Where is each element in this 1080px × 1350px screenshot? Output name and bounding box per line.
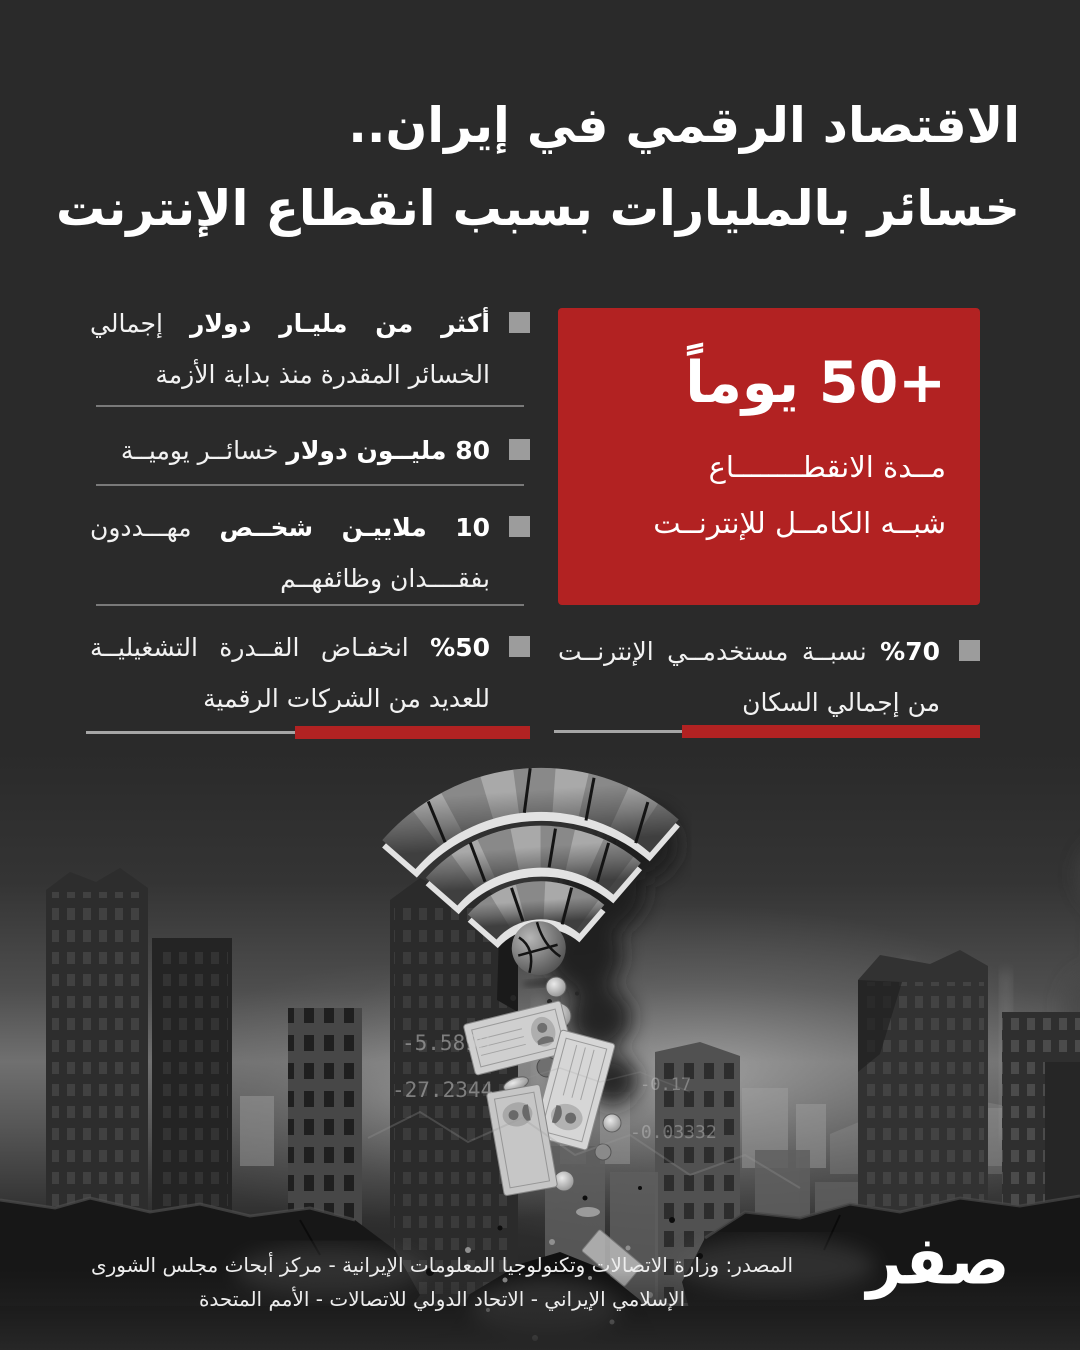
stat-capacity-drop	[90, 622, 530, 724]
source-line-2: الإسلامي الإيراني - الاتحاد الدولي للاتصالات - الأمم المتحدة	[198, 1287, 686, 1311]
highlight-box	[558, 308, 980, 605]
stat-bold: %70	[880, 637, 940, 666]
stat-rest: نسبــة مستخدمــي الإنترنــت من إجمالي السكان	[558, 637, 940, 717]
svg-text:-5.5898: -5.5898	[402, 1031, 491, 1055]
bullet-square-icon	[509, 516, 530, 537]
outage-label-line-1: مــدة الانقطــــــــاع	[708, 449, 946, 484]
stat-total-losses	[90, 298, 530, 400]
stat-rest: انخفـاض القــدرة التشغيليــة للعديد من الشركات الرقمية	[90, 633, 490, 713]
coin-icon	[603, 1114, 621, 1132]
stat-internet-users	[558, 626, 980, 728]
stat-daily-losses	[90, 425, 530, 476]
coin-icon	[576, 1207, 600, 1217]
page-title	[56, 84, 1020, 251]
outage-label-line-2: شبــه الكامــل للإنترنــت	[653, 505, 946, 540]
progress-track-line	[554, 730, 682, 733]
divider	[96, 484, 524, 486]
stat-bold: 80 مليــون دولار	[286, 436, 490, 465]
svg-text:-0.03332: -0.03332	[630, 1122, 717, 1143]
progress-fill-red	[682, 725, 980, 738]
stat-rest: إجمالي الخسائر المقدرة منذ بداية الأزمة	[90, 309, 490, 389]
stat-bold: أكثر من مليـار دولار	[190, 309, 490, 338]
progress-fill-red	[295, 726, 530, 739]
coin-icon	[546, 977, 566, 997]
bullet-square-icon	[509, 439, 530, 460]
stat-jobs-threatened	[90, 502, 530, 604]
divider	[96, 604, 524, 606]
source-text	[46, 1248, 838, 1316]
svg-text:-0.17: -0.17	[640, 1075, 692, 1095]
bullet-square-icon	[509, 636, 530, 657]
brand-logo: صفر	[866, 1221, 1010, 1300]
stat-rest: مهـــددون بفقــــدان وظائفهــم	[90, 513, 490, 593]
outage-label	[578, 440, 946, 551]
stat-bold: 10 ملاييـن شخــص	[219, 513, 490, 542]
bullet-square-icon	[509, 312, 530, 333]
divider	[96, 405, 524, 407]
progress-track-line	[86, 731, 295, 734]
progress-bar-right	[554, 725, 980, 738]
stats-column-right	[558, 308, 980, 758]
source-line-1: المصدر: وزارة الاتصالات وتكنولوجيا المعلومات الإيرانية - مركز أبحاث مجلس الشورى	[90, 1253, 794, 1277]
outage-days-value: +50 يوماً	[685, 350, 946, 416]
progress-bar-left	[86, 726, 530, 739]
title-line-1: الاقتصاد الرقمي في إيران..	[348, 97, 1020, 154]
title-line-2: خسائر بالمليارات بسبب انقطاع الإنترنت	[55, 180, 1020, 238]
svg-text:-27.2344: -27.2344	[392, 1078, 494, 1102]
stat-bold: %50	[430, 633, 490, 662]
stats-column-left	[90, 298, 530, 758]
stat-rest: خسائــر يوميــة	[120, 436, 279, 465]
bullet-square-icon	[959, 640, 980, 661]
